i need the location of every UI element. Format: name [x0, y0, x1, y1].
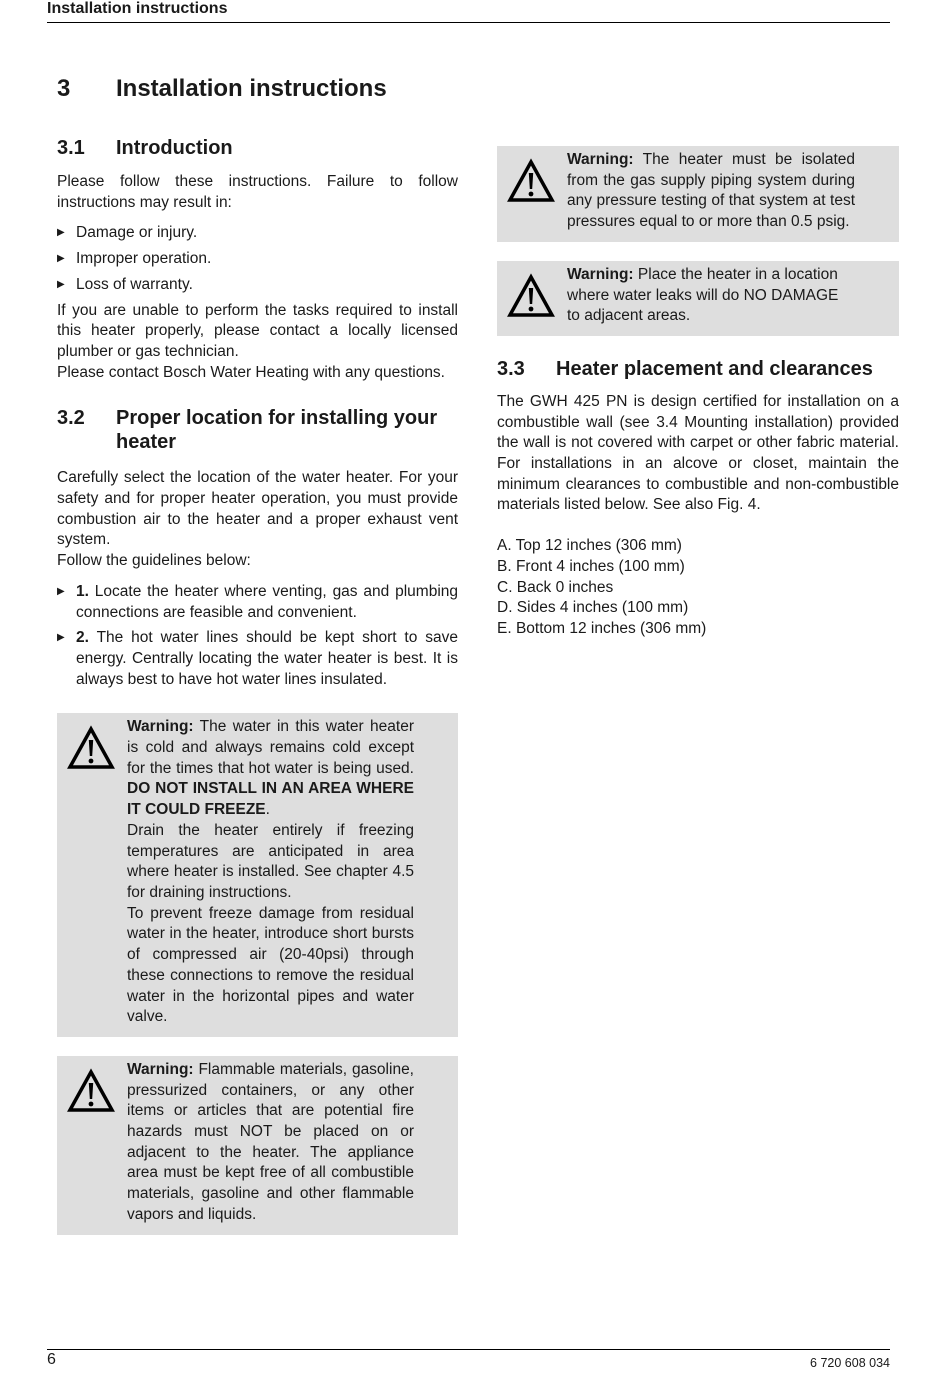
bullet-triangle-icon: ▶ [57, 227, 65, 239]
intro-paragraph: Please follow these instructions. Failure to follow instructions may result in: [57, 173, 458, 211]
clearance-item: B. Front 4 inches (100 mm) [497, 557, 685, 575]
freeze-warning-box [57, 713, 458, 1037]
bullet-triangle-icon: ▶ [57, 278, 65, 290]
bullet-triangle-icon: ▶ [57, 632, 65, 644]
list-item [57, 628, 458, 690]
warning-label: Warning: [127, 718, 194, 736]
clearance-item: C. Back 0 inches [497, 578, 614, 596]
running-header-title: Installation instructions [47, 0, 228, 17]
freeze-emphasis: DO NOT INSTALL IN AN AREA WHERE IT COULD FREEZE [127, 780, 414, 819]
section-title: Heater placement and clearances [556, 357, 873, 380]
list-item [57, 582, 458, 623]
section-title: Introduction [116, 137, 233, 159]
chapter-number: 3 [57, 75, 71, 102]
location-paragraph: Carefully select the location of the water heater. For your safety and for proper heater operation, you must provide combustion air to the heater and a proper exhaust vent system. [57, 469, 458, 549]
section-number: 3.3 [497, 357, 525, 380]
clearance-item: A. Top 12 inches (306 mm) [497, 537, 682, 555]
flammable-warning-box [57, 1056, 458, 1235]
guidelines-list [57, 582, 458, 691]
contact-technician-paragraph: If you are unable to perform the tasks required to install this heater properly, please contact a locally licensed plumber or gas technician. [57, 301, 458, 360]
drain-instructions: Drain the heater entirely if freezing temperatures are anticipated in area where heater is installed. See chapter 4.5 for draining instructions. [127, 821, 414, 901]
bullet-triangle-icon: ▶ [57, 253, 65, 265]
water-leak-warning-box [497, 261, 899, 336]
warning-triangle-icon [506, 273, 556, 319]
list-item [57, 223, 458, 244]
placement-paragraph: The GWH 425 PN is design certified for installation on a combustible wall (see 3.4 Mounting installation) provided the wall is not covered with carpet or other fabric material. For installations in an alcove or closet, maintain the minimum clearances to combustible and non-combustible materials listed below. See also Fig. 4. [497, 392, 899, 514]
section-3-1-heading [57, 136, 458, 160]
footer-rule [47, 1349, 890, 1350]
page-number: 6 [47, 1351, 56, 1368]
chapter-title-text: Installation instructions [116, 75, 387, 102]
running-header [47, 0, 890, 23]
warning-label: Warning: [567, 265, 634, 283]
list-item-text: Damage or injury. [76, 224, 198, 242]
step-number: 2. [76, 629, 89, 647]
gas-pressure-warning-box [497, 146, 899, 242]
contact-bosch-paragraph: Please contact Bosch Water Heating with any questions. [57, 363, 445, 381]
section-number: 3.2 [57, 407, 85, 430]
warning-label: Warning: [127, 1060, 194, 1078]
freeze-warning-text: Warning: The water in this water heater is cold and always remains cold except for the times that hot water is being used. DO NOT INSTALL IN AN AREA WHERE IT COULD FREEZE. [127, 718, 414, 819]
step-number: 1. [76, 582, 89, 600]
chapter-title [57, 74, 557, 104]
clearance-item: E. Bottom 12 inches (306 mm) [497, 619, 707, 637]
clearance-item: D. Sides 4 inches (100 mm) [497, 599, 689, 617]
clearance-list [497, 536, 899, 640]
right-column [497, 146, 899, 640]
guidelines-intro: Follow the guidelines below: [57, 552, 251, 570]
document-number: 6 720 608 034 [810, 1356, 890, 1370]
section-3-3-heading [497, 357, 899, 381]
left-column [57, 136, 458, 1235]
step-text: Locate the heater where venting, gas and plumbing connections are feasible and convenient. [76, 582, 459, 621]
list-item [57, 249, 458, 270]
compressed-air-instructions: To prevent freeze damage from residual water in the heater, introduce short bursts of compressed air (20-40psi) through these connections to remove the residual water in the horizontal pipes and water valve. [127, 904, 414, 1026]
gas-pressure-warning-text: Warning: The heater must be isolated from the gas supply piping system during any pressure testing of that system at test pressures equal to or more than 0.5 psig. [567, 151, 855, 231]
warning-triangle-icon [66, 1068, 116, 1114]
flammable-warning-text: Warning: Flammable materials, gasoline, pressurized containers, or any other items or articles that are potential fire hazards must NOT be placed on or adjacent to the heater. The appliance area must be kept free of all combustible materials, gasoline and other flammable vapors and liquids. [127, 1060, 414, 1223]
list-item-text: Improper operation. [76, 250, 212, 268]
warning-triangle-icon [66, 725, 116, 771]
warning-triangle-icon [506, 158, 556, 204]
water-leak-warning-text: Warning: Place the heater in a location where water leaks will do NO DAMAGE to adjacent areas. [567, 265, 839, 325]
list-item [57, 275, 458, 296]
warning-label: Warning: [567, 151, 634, 168]
step-text: The hot water lines should be kept short to save energy. Centrally locating the water heater is best. It is always best to have hot water lines insulated. [76, 629, 458, 688]
bullet-triangle-icon: ▶ [57, 585, 65, 597]
section-3-2-heading [57, 406, 458, 454]
consequence-list [57, 223, 458, 295]
section-title: Proper location for installing your heater [116, 407, 438, 454]
section-number: 3.1 [57, 137, 85, 159]
list-item-text: Loss of warranty. [76, 275, 193, 293]
